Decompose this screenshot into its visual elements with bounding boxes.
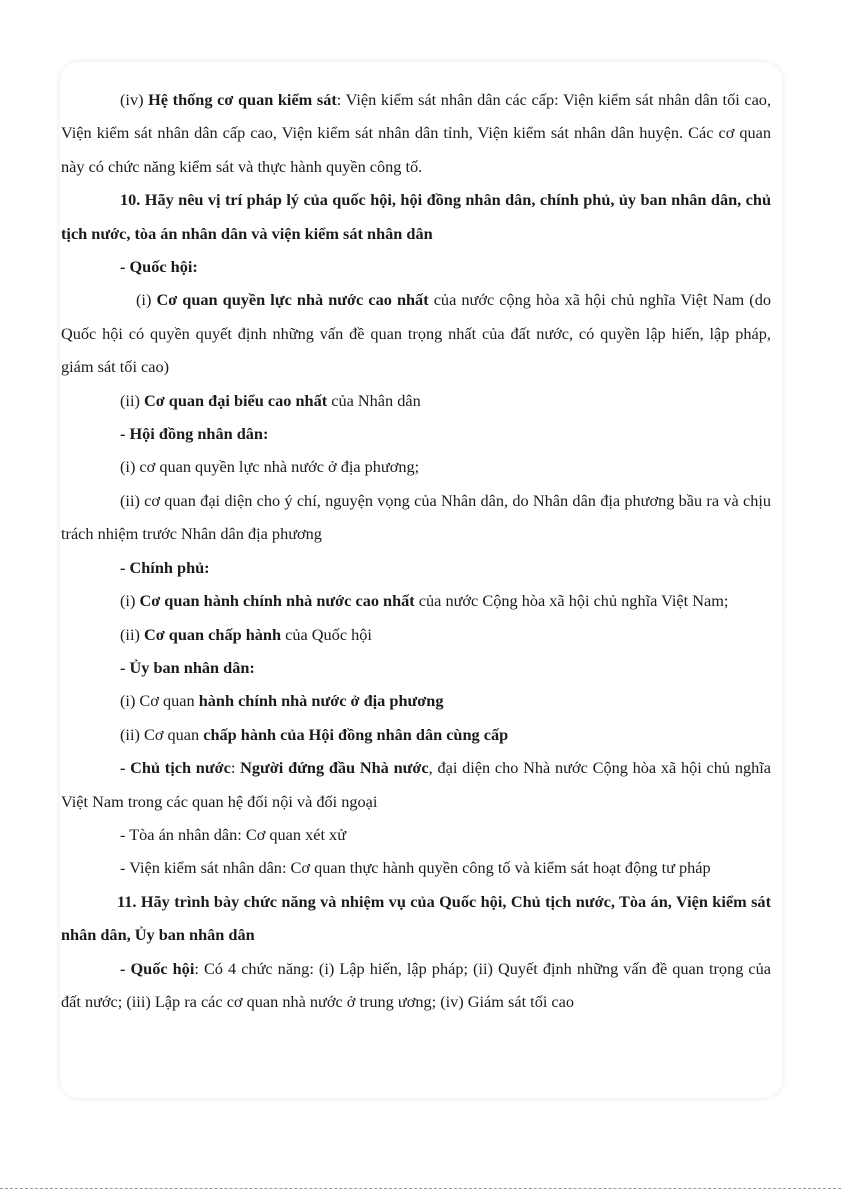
peoples-committee-item-ii: (ii) Cơ quan chấp hành của Hội đồng nhân dân cùng cấp (120, 724, 509, 744)
president-paragraph: - Chủ tịch nước: Người đứng đầu Nhà nước, đại diện cho Nhà nước Cộng hòa xã hội chủ nghĩa Việt Nam trong các quan hệ đối nội và đối ngoại (61, 758, 771, 811)
paragraph-procuracy-system: (iv) Hệ thống cơ quan kiểm sát: Viện kiểm sát nhân dân các cấp: Viện kiểm sát nhân dân tối cao, Viện kiểm sát nhân dân cấp cao, Viện kiểm sát nhân dân tỉnh, Viện kiểm sát nhân dân huyện. Các cơ quan này có chức năng kiểm sát và thực hành quyền công tố. (61, 90, 772, 176)
section-heading-peoples-committee: - Ủy ban nhân dân: (120, 657, 255, 677)
government-item-ii: (ii) Cơ quan chấp hành của Quốc hội (120, 624, 372, 644)
government-item-i: (i) Cơ quan hành chính nhà nước cao nhất của nước Cộng hòa xã hội chủ nghĩa Việt Nam; (120, 591, 729, 611)
section-heading-government: - Chính phủ: (120, 557, 210, 577)
page-bottom-divider (0, 1188, 841, 1190)
peoples-council-item-i: (i) cơ quan quyền lực nhà nước ở địa phương; (120, 457, 420, 477)
question-11-heading: 11. Hãy trình bày chức năng và nhiệm vụ của Quốc hội, Chủ tịch nước, Tòa án, Viện kiểm sát nhân dân, Ủy ban nhân dân (61, 891, 771, 945)
peoples-committee-item-i: (i) Cơ quan hành chính nhà nước ở địa phương (120, 691, 444, 711)
peoples-court-paragraph: - Tòa án nhân dân: Cơ quan xét xử (120, 824, 347, 844)
peoples-procuracy-paragraph: - Viện kiểm sát nhân dân: Cơ quan thực hành quyền công tố và kiểm sát hoạt động tư pháp (120, 858, 711, 878)
national-assembly-functions-paragraph: - Quốc hội: Có 4 chức năng: (i) Lập hiến, lập pháp; (ii) Quyết định những vấn đề quan trọng của đất nước; (iii) Lập ra các cơ quan nhà nước ở trung ương; (iv) Giám sát tối cao (61, 958, 772, 1011)
national-assembly-item-ii: (ii) Cơ quan đại biểu cao nhất của Nhân dân (120, 390, 421, 410)
document-body (61, 83, 771, 1018)
peoples-council-item-ii: (ii) cơ quan đại diện cho ý chí, nguyện vọng của Nhân dân, do Nhân dân địa phương bầu ra và chịu trách nhiệm trước Nhân dân địa phương (61, 490, 771, 544)
national-assembly-item-i: (i) Cơ quan quyền lực nhà nước cao nhất của nước cộng hòa xã hội chủ nghĩa Việt Nam (do Quốc hội có quyền quyết định những vấn đề quan trọng nhất của đất nước, có quyền lập hiến, lập pháp, giám sát tối cao) (61, 290, 771, 377)
section-heading-national-assembly: - Quốc hội: (120, 257, 198, 277)
question-10-heading: 10. Hãy nêu vị trí pháp lý của quốc hội, hội đồng nhân dân, chính phủ, ủy ban nhân dân, chủ tịch nước, tòa án nhân dân và viện kiểm sát nhân dân (61, 190, 771, 243)
section-heading-peoples-council: - Hội đồng nhân dân: (120, 424, 269, 444)
